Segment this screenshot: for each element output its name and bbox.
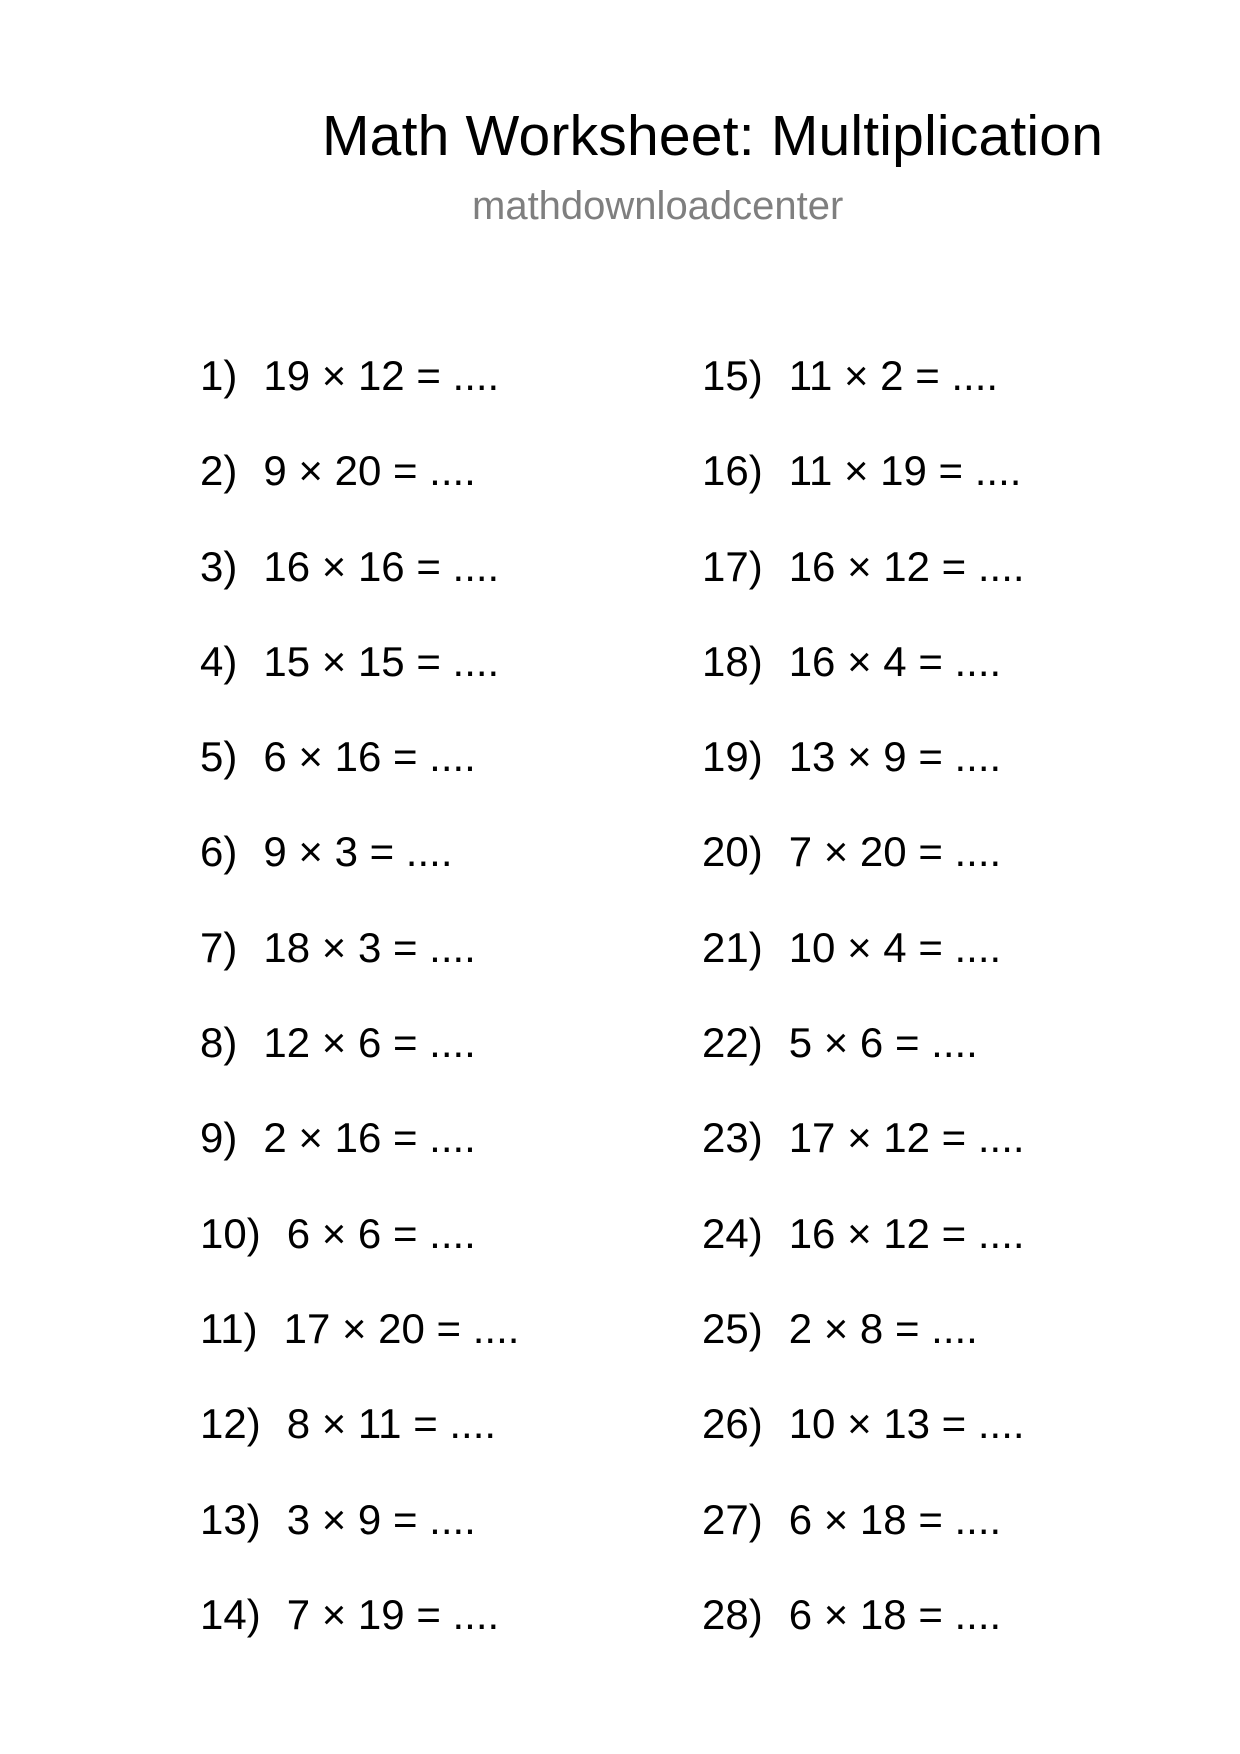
problem-item [200,632,519,727]
problem-item [702,346,1025,441]
problem-item [200,537,519,632]
problem-number: 14) [200,1590,261,1638]
problem-item [200,727,519,822]
problem-number: 3) [200,542,238,590]
problem-number: 8) [200,1019,238,1067]
problem-number: 4) [200,637,238,685]
problem-number: 28) [702,1590,763,1638]
problem-item [702,632,1025,727]
problem-item [702,1013,1025,1108]
problem-item [702,537,1025,632]
problem-expression: 17 × 20 = .... [283,1304,520,1352]
problem-expression: 7 × 20 = .... [788,828,1002,876]
problem-item [200,346,519,441]
problem-item [702,918,1025,1013]
problem-item [702,727,1025,822]
problem-number: 15) [702,352,763,399]
problem-number: 21) [702,923,763,971]
problem-expression: 6 × 18 = .... [788,1590,1002,1638]
problem-expression: 17 × 12 = .... [788,1114,1025,1162]
problem-expression: 13 × 9 = .... [788,733,1002,781]
problem-expression: 9 × 20 = .... [263,447,476,495]
problem-item [702,1108,1025,1203]
problem-number: 7) [200,923,238,971]
problem-item [702,1394,1025,1489]
problem-number: 20) [702,828,763,876]
problem-expression: 11 × 19 = .... [788,447,1022,495]
problem-expression: 7 × 19 = .... [286,1590,500,1638]
problem-expression: 8 × 11 = .... [286,1400,497,1448]
problem-expression: 6 × 6 = .... [286,1209,476,1257]
problem-item [702,1585,1025,1680]
problem-number: 2) [200,447,238,495]
problem-expression: 6 × 18 = .... [788,1495,1002,1543]
problem-expression: 18 × 3 = .... [263,923,476,971]
problem-expression: 15 × 15 = .... [263,637,500,685]
problem-item [200,1108,519,1203]
problem-item [200,822,519,917]
problem-number: 18) [702,637,763,685]
problem-expression: 2 × 16 = .... [263,1114,476,1162]
problem-expression: 16 × 12 = .... [788,542,1025,590]
problem-number: 27) [702,1495,763,1543]
problem-number: 10) [200,1209,261,1257]
problem-number: 24) [702,1209,763,1257]
problem-column-left [200,346,519,1680]
problem-item [200,1585,519,1680]
problem-item [200,1394,519,1489]
problem-number: 23) [702,1114,763,1162]
problem-item [200,1299,519,1394]
problem-item [702,1299,1025,1394]
problem-number: 26) [702,1400,763,1448]
problem-item [200,1013,519,1108]
problem-expression: 11 × 2 = .... [788,352,999,399]
problem-expression: 19 × 12 = .... [263,352,500,399]
problem-expression: 3 × 9 = .... [286,1495,476,1543]
problem-expression: 9 × 3 = .... [263,828,453,876]
problem-expression: 5 × 6 = .... [788,1019,978,1067]
problem-number: 13) [200,1495,261,1543]
problem-item [702,1490,1025,1585]
problem-column-right [702,346,1025,1680]
problem-item [200,918,519,1013]
problem-expression: 6 × 16 = .... [263,733,476,781]
problem-item [200,1204,519,1299]
problem-number: 6) [200,828,238,876]
problem-number: 1) [200,352,238,399]
problem-expression: 10 × 4 = .... [788,923,1002,971]
problem-expression: 10 × 13 = .... [788,1400,1025,1448]
problem-number: 5) [200,733,238,781]
problem-number: 22) [702,1019,763,1067]
problem-number: 25) [702,1304,763,1352]
problem-expression: 16 × 4 = .... [788,637,1002,685]
problem-item [702,822,1025,917]
problem-number: 17) [702,542,763,590]
problem-number: 9) [200,1114,238,1162]
problem-number: 12) [200,1400,261,1448]
worksheet-source: mathdownloadcenter [472,184,844,228]
problem-number: 16) [702,447,763,495]
problem-item [200,1490,519,1585]
problem-expression: 12 × 6 = .... [263,1019,476,1067]
problem-item [200,441,519,536]
problem-expression: 16 × 16 = .... [263,542,500,590]
problem-expression: 2 × 8 = .... [788,1304,978,1352]
problem-item [702,1204,1025,1299]
problem-expression: 16 × 12 = .... [788,1209,1025,1257]
problem-number: 19) [702,733,763,781]
problem-number: 11) [200,1304,258,1352]
worksheet-title: Math Worksheet: Multiplication [322,104,1104,168]
problem-item [702,441,1025,536]
